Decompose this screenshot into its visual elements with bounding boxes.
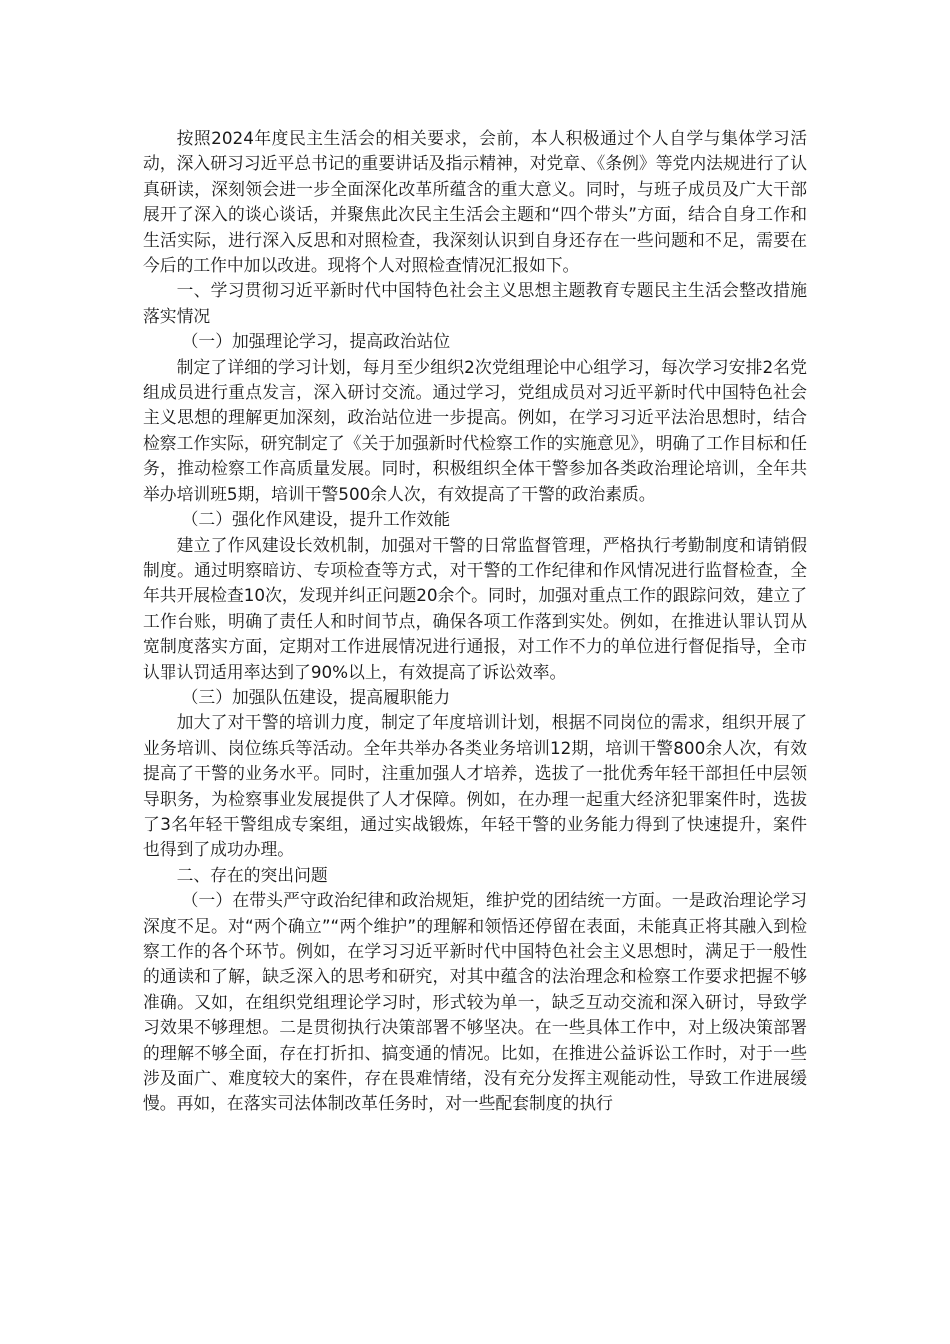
- heading-section-2: 二、存在的突出问题: [176, 864, 328, 885]
- paragraph-1-2: 建立了作风建设长效机制，加强对干警的日常监督管理，严格执行考勤制度和请销假制度。通过明察暗访、专项检查等方式，对干警的工作纪律和作风情况进行监督检查，全年共开展检查10次，发现并纠正问题20余个。同时，加强对重点工作的跟踪问效，建立了工作台账，明确了责任人和时间节点，确保各项工作落到实处。例如，在推进认罪认罚从宽制度落实方面，定期对工作进展情况进行通报，对工作不力的单位进行督促指导，全市认罪认罚适用率达到了90%以上，有效提高了诉讼效率。: [143, 534, 807, 682]
- heading-subsection-1-2: （二）强化作风建设，提升工作效能: [181, 509, 451, 530]
- heading-subsection-1-1: （一）加强理论学习，提高政治站位: [181, 331, 451, 352]
- paragraph-2-1: （一）在带头严守政治纪律和政治规矩，维护党的团结统一方面。一是政治理论学习深度不足。对“两个确立”“两个维护”的理解和领悟还停留在表面，未能真正将其融入到检察工作的各个环节。例如，在学习习近平新时代中国特色社会主义思想时，满足于一般性的通读和了解，缺乏深入的思考和研究，对其中蕴含的法治理念和检察工作要求把握不够准确。又如，在组织党组理论学习时，形式较为单一，缺乏互动交流和深入研讨，导致学习效果不够理想。二是贯彻执行决策部署不够坚决。在一些具体工作中，对上级决策部署的理解不够全面，存在打折扣、搞变通的情况。比如，在推进公益诉讼工作时，对于一些涉及面广、难度较大的案件，存在畏难情绪，没有充分发挥主观能动性，导致工作进展缓慢。再如，在落实司法体制改革任务时，对一些配套制度的执行: [143, 890, 807, 1114]
- heading-subsection-1-3: （三）加强队伍建设，提高履职能力: [181, 686, 451, 707]
- heading-section-1: 一、学习贯彻习近平新时代中国特色社会主义思想主题教育专题民主生活会整改措施落实情况: [143, 280, 807, 326]
- paragraph-intro: 按照2024年度民主生活会的相关要求，会前，本人积极通过个人自学与集体学习活动，深入研习习近平总书记的重要讲话及指示精神，对党章、《条例》等党内法规进行了认真研读，深刻领会进一步全面深化改革所蕴含的重大意义。同时，与班子成员及广大干部展开了深入的谈心谈话，并聚焦此次民主生活会主题和“四个带头”方面，结合自身工作和生活实际，进行深入反思和对照检查，我深刻认识到自身还存在一些问题和不足，需要在今后的工作中加以改进。现将个人对照检查情况汇报如下。: [143, 128, 807, 276]
- paragraph-1-3: 加大了对干警的培训力度，制定了年度培训计划，根据不同岗位的需求，组织开展了业务培训、岗位练兵等活动。全年共举办各类业务培训12期，培训干警800余人次，有效提高了干警的业务水平。同时，注重加强人才培养，选拔了一批优秀年轻干部担任中层领导职务，为检察事业发展提供了人才保障。例如，在办理一起重大经济犯罪案件时，选拔了3名年轻干警组成专案组，通过实战锻炼，年轻干警的业务能力得到了快速提升，案件也得到了成功办理。: [143, 712, 807, 860]
- paragraph-1-1: 制定了详细的学习计划，每月至少组织2次党组理论中心组学习，每次学习安排2名党组成员进行重点发言，深入研讨交流。通过学习，党组成员对习近平新时代中国特色社会主义思想的理解更加深刻，政治站位进一步提高。例如，在学习习近平法治思想时，结合检察工作实际，研究制定了《关于加强新时代检察工作的实施意见》，明确了工作目标和任务，推动检察工作高质量发展。同时，积极组织全体干警参加各类政治理论培训，全年共举办培训班5期，培训干警500余人次，有效提高了干警的政治素质。: [143, 356, 807, 504]
- document-page: [143, 126, 807, 1117]
